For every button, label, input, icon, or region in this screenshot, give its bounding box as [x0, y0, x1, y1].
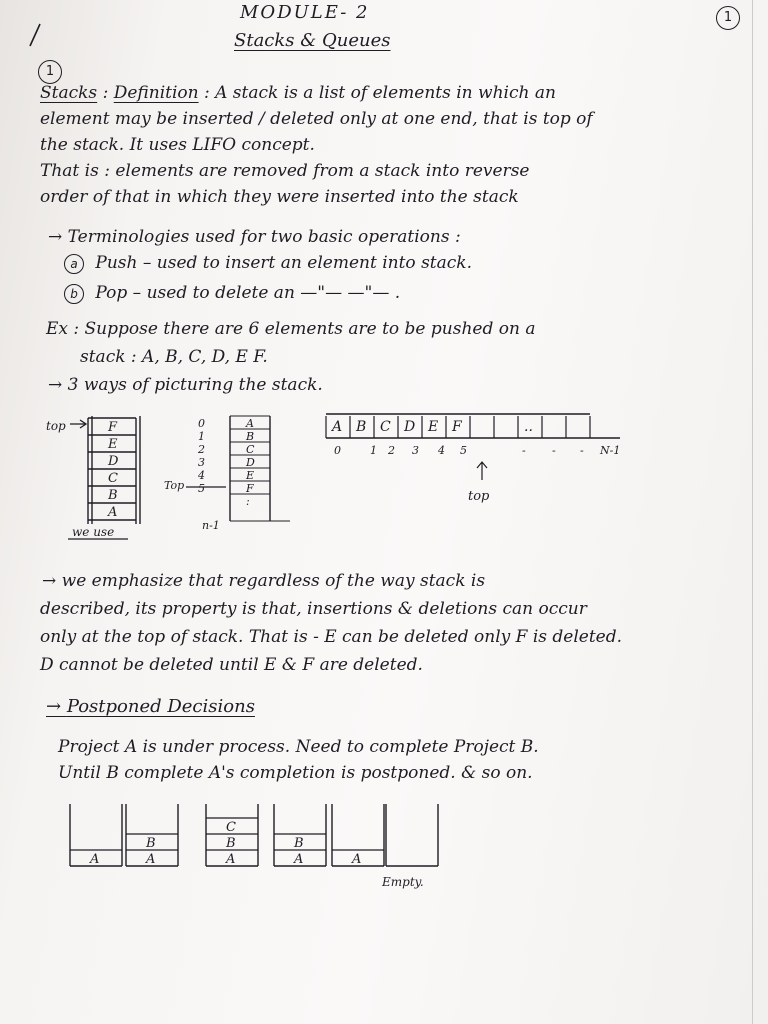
emphasis-line-2: described, its property is that, insertions & deletions can occur [40, 599, 587, 619]
array-cell: .. [524, 419, 533, 435]
stack2-index: 3 [198, 456, 205, 469]
definition-text: : A stack is a list of elements in which an [204, 83, 556, 103]
array-index: 3 [412, 444, 419, 457]
op-push-text: Push – used to insert an element into stack. [95, 253, 472, 273]
stack1-top-arrow [70, 420, 86, 428]
stack2-cell: D [246, 456, 255, 469]
ways-line: → 3 ways of picturing the stack. [48, 375, 323, 395]
stack1-cell: D [108, 454, 119, 469]
stack1-cell: F [108, 420, 118, 435]
emphasis-line-4: D cannot be deleted until E & F are deleted. [40, 655, 423, 675]
definition-line-4: That is : elements are removed from a stack into reverse [40, 161, 530, 181]
array-top-label: top [468, 489, 490, 504]
definition-line-1: Stacks : Definition : A stack is a list of elements in which an [40, 83, 556, 103]
array-top-arrow [477, 462, 487, 480]
postponed-heading: → Postponed Decisions [46, 696, 255, 717]
stack2-cell: : [246, 495, 250, 508]
pd-stack-cell: A [352, 852, 362, 867]
stack2-index: 0 [198, 417, 205, 430]
stack2-cell: A [246, 417, 254, 430]
stack2-cell: E [246, 469, 255, 482]
stack1-top-label: top [46, 419, 66, 433]
array-index: - [522, 444, 526, 457]
stack1-cell: B [108, 488, 118, 503]
pd-stack-cell: B [146, 836, 156, 851]
pd-stack-cell: B [226, 836, 236, 851]
pd-stack-cell: A [226, 852, 236, 867]
stack1-cell: C [108, 471, 118, 486]
stack2-index: 4 [198, 469, 205, 482]
array-index: 0 [334, 444, 341, 457]
example-line-1: Ex : Suppose there are 6 elements are to be pushed on a [46, 319, 536, 339]
op-pop-text: Pop – used to delete an —"— —"— . [95, 283, 401, 303]
pd-stack-cell: A [294, 852, 304, 867]
pd-stack-cell: A [146, 852, 156, 867]
array-cell: E [428, 419, 439, 435]
stack2-cell: B [246, 430, 255, 443]
array-index: - [580, 444, 584, 457]
definition-label: Definition [113, 83, 199, 103]
array-index: 1 [370, 444, 377, 457]
array-cell: C [380, 419, 391, 435]
stack1-cell: A [108, 505, 118, 520]
definition-line-5: order of that in which they were inserted into the stack [40, 187, 519, 207]
stack2-index: 1 [198, 430, 205, 443]
emphasis-line-3: only at the top of stack. That is - E can be deleted only F is deleted. [40, 627, 623, 647]
terminology-line: → Terminologies used for two basic operations : [48, 227, 461, 247]
stack2-cell: F [246, 482, 254, 495]
pd-stack-cell: B [294, 836, 304, 851]
pd-stack-cell: C [226, 820, 236, 835]
stack2-top-label: Top [164, 479, 185, 492]
definition-line-2: element may be inserted / deleted only at one end, that is top of [40, 109, 593, 129]
subject-title: Stacks & Queues [234, 30, 391, 51]
page-number: 1 [716, 6, 740, 30]
array-cell: D [404, 419, 416, 435]
stack2-cell: C [246, 443, 255, 456]
array-cell: B [356, 419, 367, 435]
array-index: 5 [460, 444, 467, 457]
emphasis-line-1: → we emphasize that regardless of the way stack is [42, 571, 486, 591]
empty-label: Empty. [382, 875, 424, 889]
array-index: 2 [388, 444, 395, 457]
example-line-2: stack : A, B, C, D, E F. [80, 347, 268, 367]
stack1-cell: E [108, 437, 118, 452]
postponed-line-1: Project A is under process. Need to complete Project B. [58, 737, 539, 757]
postponed-heading-text: Postponed Decisions [66, 696, 255, 717]
postponed-line-2: Until B complete A's completion is postponed. & so on. [58, 763, 533, 783]
definition-line-3: the stack. It uses LIFO concept. [40, 135, 315, 155]
stack1-caption: we use [72, 525, 115, 539]
section-number: 1 [38, 60, 62, 84]
pd-stack-cell: A [90, 852, 100, 867]
array-cell: A [332, 419, 343, 435]
section-heading: Stacks [40, 83, 98, 103]
marker-b: b [64, 284, 84, 304]
stack2-index: 2 [198, 443, 205, 456]
array-cell: F [452, 419, 462, 435]
module-title: MODULE- 2 [240, 2, 370, 23]
array-index: N-1 [600, 444, 621, 457]
stack2-last-index: n-1 [202, 519, 220, 532]
stack2-index: 5 [198, 482, 205, 495]
array-index: 4 [438, 444, 445, 457]
marker-a: a [64, 254, 84, 274]
array-index: - [552, 444, 556, 457]
